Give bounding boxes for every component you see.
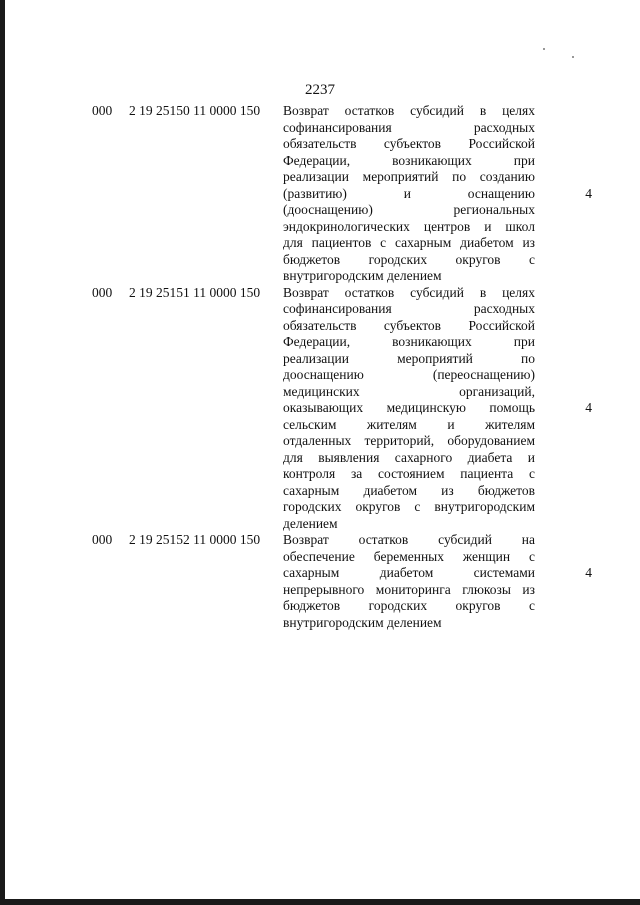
description-line: обязательств субъектов Российской: [283, 136, 535, 151]
description-line: Федерации, возникающих при: [283, 152, 535, 168]
budget-classification-code: 2 19 25151 11 0000 150: [129, 284, 261, 300]
description-line: реализации мероприятий по созданию: [283, 169, 535, 184]
description-line: обязательств субъектов Российской: [283, 317, 535, 333]
scan-edge-left: [0, 0, 5, 905]
description-line: внутригородским делением: [283, 614, 442, 630]
description-line: оказывающих медицинскую помощь: [283, 400, 535, 415]
description-line: сахарным диабетом из бюджетов: [283, 482, 535, 498]
description-line: сельским жителям и жителям: [283, 416, 535, 432]
table-row: [92, 103, 592, 285]
description-line: бюджетов городских округов с: [283, 598, 535, 613]
description-line: бюджетов городских округов с: [283, 251, 535, 267]
row-number: 4: [585, 400, 592, 415]
description-line: Возврат остатков субсидий в целях: [283, 103, 535, 118]
admin-code: 000: [92, 284, 113, 300]
row-number: 4: [585, 185, 592, 201]
income-description: [283, 532, 535, 631]
page-number: 2237: [305, 82, 335, 98]
description-line: для пациентов с сахарным диабетом из: [283, 235, 535, 250]
budget-code-table: [92, 103, 592, 631]
description-line: софинансирования расходных: [283, 301, 535, 316]
scan-speck: [572, 56, 574, 58]
budget-classification-code: 2 19 25152 11 0000 150: [129, 532, 261, 547]
description-line: городских округов с внутригородским: [283, 499, 535, 514]
description-line: эндокринологических центров и школ: [283, 218, 535, 234]
description-line: контроля за состоянием пациента с: [283, 466, 535, 481]
description-line: сахарным диабетом системами: [283, 565, 535, 580]
description-line: отдаленных территорий, оборудованием: [283, 433, 535, 448]
income-description: [283, 285, 535, 533]
description-line: софинансирования расходных: [283, 119, 535, 135]
budget-classification-code: 2 19 25150 11 0000 150: [129, 103, 261, 118]
description-line: Возврат остатков субсидий на: [283, 532, 535, 547]
description-line: Возврат остатков субсидий в целях: [283, 284, 535, 300]
row-number: 4: [585, 565, 592, 580]
table-row: [92, 285, 592, 533]
description-line: непрерывного мониторинга глюкозы из: [283, 581, 535, 597]
admin-code: 000: [92, 103, 113, 118]
description-line: дооснащению (переоснащению): [283, 367, 535, 382]
description-line: обеспечение беременных женщин с: [283, 548, 535, 564]
description-line: (развитию) и оснащению: [283, 185, 535, 201]
scan-speck: [543, 48, 545, 50]
income-description: [283, 103, 535, 285]
table-row: [92, 532, 592, 631]
description-line: реализации мероприятий по: [283, 350, 535, 366]
description-line: медицинских организаций,: [283, 383, 535, 399]
description-line: (дооснащению) региональных: [283, 202, 535, 217]
description-line: делением: [283, 515, 338, 531]
description-line: внутригородским делением: [283, 268, 442, 283]
description-line: для выявления сахарного диабета и: [283, 449, 535, 465]
description-line: Федерации, возникающих при: [283, 334, 535, 349]
scan-edge-bottom: [0, 899, 640, 905]
admin-code: 000: [92, 532, 113, 547]
